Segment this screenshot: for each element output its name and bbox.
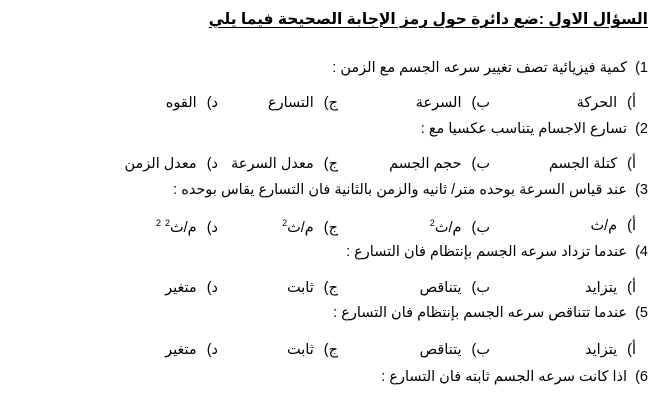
option-text: متغير — [165, 280, 197, 296]
option-letter: ج) — [323, 95, 338, 111]
question-number: 2) — [635, 121, 648, 137]
option-text: م/ث — [590, 218, 618, 234]
option-letter: د) — [206, 280, 218, 296]
option-letter: أ) — [627, 342, 636, 358]
option-a[interactable] — [585, 280, 636, 296]
option-text: كتلة الجسم — [548, 156, 618, 172]
option-text: السرعة — [415, 95, 462, 111]
unit-exponent: 2 — [282, 218, 288, 228]
option-letter: د) — [206, 95, 218, 111]
unit-exponent: 2 — [429, 218, 435, 228]
unit-text: م/ث — [434, 219, 462, 236]
option-letter: ب) — [471, 219, 490, 236]
option-text: معدل الزمن — [124, 156, 197, 172]
question-number: 5) — [635, 305, 648, 321]
unit-exponent-leading: 2 — [155, 218, 161, 228]
question-text: عندما تزداد سرعه الجسم بإنتظام فان التسارع : — [346, 244, 628, 260]
question-number: 3) — [635, 182, 648, 198]
option-c[interactable] — [268, 95, 338, 111]
option-text: القوه — [165, 95, 197, 111]
option-letter: د) — [206, 342, 218, 358]
option-letter: ج) — [323, 342, 338, 358]
question-text: اذا كانت سرعه الجسم ثابته فان التسارع : — [381, 369, 628, 385]
option-text: ثابت — [287, 280, 314, 296]
option-b[interactable] — [420, 342, 490, 358]
option-b[interactable] — [420, 280, 490, 296]
option-a[interactable] — [549, 156, 636, 172]
option-b[interactable] — [430, 218, 490, 236]
question-number: 4) — [635, 244, 648, 260]
unit-text: م/ث — [170, 219, 197, 236]
question-number: 1) — [635, 60, 648, 76]
question-3 — [173, 182, 648, 198]
option-a[interactable] — [585, 342, 636, 358]
option-text: حجم الجسم — [389, 156, 462, 172]
option-letter: ب) — [471, 95, 490, 111]
question-text: كمية فيزيائية تصف تغيير سرعه الجسم مع الزمن : — [332, 60, 628, 76]
section-title: السؤال الاول :ضع دائرة حول رمز الإجابة الصحيحة فيما يلي — [208, 11, 648, 28]
option-text: متغير — [165, 342, 197, 358]
option-letter: أ) — [627, 218, 636, 234]
option-letter: ب) — [471, 342, 490, 358]
question-text: عندما تتناقص سرعه الجسم بإنتظام فان التسارع : — [333, 305, 628, 321]
option-d[interactable] — [124, 156, 218, 172]
option-letter: أ) — [627, 95, 636, 111]
option-text: يتناقص — [419, 342, 462, 358]
option-letter: أ) — [627, 156, 636, 172]
option-c[interactable] — [282, 218, 338, 236]
option-text: التسارع — [267, 95, 314, 111]
option-text: معدل السرعة — [231, 156, 314, 172]
question-6 — [381, 369, 648, 385]
option-b[interactable] — [389, 156, 490, 172]
unit-exponent: 2 — [164, 218, 170, 228]
option-letter: د) — [206, 219, 218, 236]
option-letter: أ) — [627, 280, 636, 296]
question-4 — [346, 244, 648, 260]
question-5 — [333, 305, 648, 321]
option-d[interactable] — [166, 95, 218, 111]
option-d[interactable] — [165, 342, 218, 358]
question-2 — [421, 121, 648, 137]
option-c[interactable] — [287, 342, 338, 358]
question-text: تسارع الاجسام يتناسب عكسيا مع : — [420, 121, 628, 137]
option-letter: د) — [206, 156, 218, 172]
option-text: يتزايد — [585, 342, 618, 358]
option-c[interactable] — [231, 156, 338, 172]
option-letter: ج) — [323, 156, 338, 172]
option-text: الحركة — [576, 95, 618, 111]
question-1 — [332, 60, 648, 76]
option-text: يتزايد — [585, 280, 618, 296]
option-letter: ج) — [323, 280, 338, 296]
option-c[interactable] — [287, 280, 338, 296]
option-a[interactable] — [590, 218, 636, 234]
option-text: يتناقص — [419, 280, 462, 296]
option-d[interactable] — [156, 218, 218, 236]
option-letter: ب) — [471, 156, 490, 172]
unit-text: م/ث — [287, 219, 314, 236]
question-number: 6) — [635, 369, 648, 385]
option-a[interactable] — [577, 95, 636, 111]
option-letter: ب) — [471, 280, 490, 296]
option-d[interactable] — [165, 280, 218, 296]
option-b[interactable] — [416, 95, 490, 111]
option-text: ثابت — [287, 342, 314, 358]
option-letter: ج) — [323, 219, 338, 236]
question-text: عند قياس السرعة بوحده متر/ ثانيه والزمن بالثانية فان التسارع يقاس بوحده : — [173, 182, 628, 198]
